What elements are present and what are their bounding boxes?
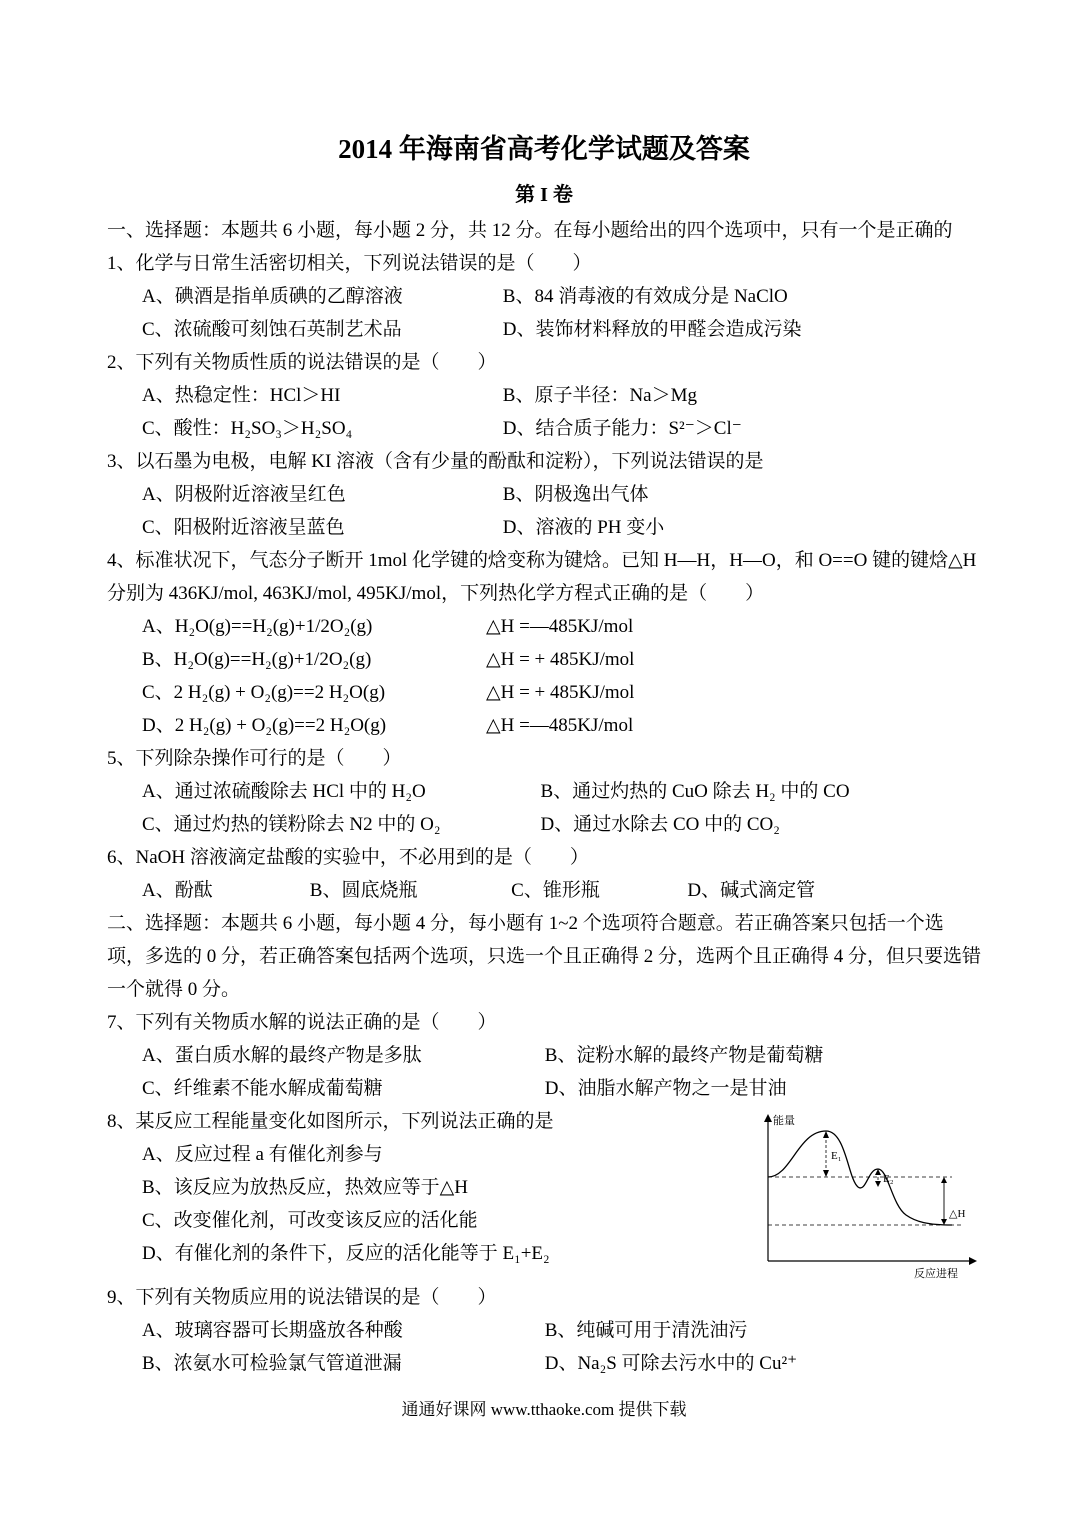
option-line: C、改变催化剂，可改变该反应的活化能 [142,1210,478,1231]
option-cell: C、通过灼热的镁粉除去 N2 中的 O₂ [142,814,441,835]
energy-diagram-figure [746,1105,981,1281]
option-cell: A、酚酞 [142,880,213,901]
option-cell: B、84 消毒液的有效成分是 NaClO [502,286,788,307]
paragraph-line: 1、化学与日常生活密切相关，下列说法错误的是（ ） [107,253,592,274]
option-cell: D、结合质子能力：S²⁻＞Cl⁻ [502,418,742,439]
option-cell: D、溶液的 PH 变小 [502,517,665,538]
paragraph-line: 2、下列有关物质性质的说法错误的是（ ） [107,352,497,373]
option-cell: B、浓氨水可检验氯气管道泄漏 [142,1353,402,1374]
question-stem: 8、某反应工程能量变化如图所示，下列说法正确的是 [107,1111,554,1132]
option-cell: A、H₂O(g)==H₂(g)+1/2O₂(g) [142,616,373,637]
x-axis-arrow-icon [969,1257,977,1265]
e1-arrow-head-icon [823,1131,829,1138]
question-8-text [107,1105,746,1270]
figure-y-axis-label: 能量 [773,1115,795,1127]
dh-arrow-head-icon [941,1177,947,1183]
option-cell: C、纤维素不能水解成葡萄糖 [142,1078,383,1099]
option-line: A、反应过程 a 有催化剂参与 [142,1144,383,1165]
footer-text: 通通好课网 www.tthaoke.com 提供下载 [401,1400,687,1419]
option-cell: D、Na₂S 可除去污水中的 Cu²⁺ [544,1353,798,1374]
figure-e1-label: E₁ [831,1150,842,1162]
energy-curve [768,1131,952,1225]
y-axis-arrow-icon [764,1114,772,1122]
option-cell: △H = + 485KJ/mol [485,649,635,670]
option-row [107,676,981,709]
option-cell: B、圆底烧瓶 [309,880,418,901]
option-row [107,775,981,808]
paragraph-line: 一、选择题：本题共 6 小题，每小题 2 分，共 12 分。在每小题给出的四个选项中，只有一个是正确的 [107,220,953,241]
option-row [107,1347,981,1380]
document-body-bottom [107,1281,981,1380]
paragraph-line: 6、NaOH 溶液滴定盐酸的实验中，不必用到的是（ ） [107,847,589,868]
option-cell: △H =—485KJ/mol [485,616,634,637]
option-row [107,709,981,742]
option-cell: C、2 H₂(g) + O₂(g)==2 H₂O(g) [142,682,386,703]
option-cell: B、通过灼热的 CuO 除去 H₂ 中的 CO [540,781,850,802]
option-cell: B、纯碱可用于清洗油污 [544,1320,748,1341]
dh-arrow-tail-icon [941,1219,947,1225]
option-cell: B、阴极逸出气体 [502,484,649,505]
option-row [107,643,981,676]
paragraph-line: 7、下列有关物质水解的说法正确的是（ ） [107,1012,497,1033]
option-cell: B、淀粉水解的最终产物是葡萄糖 [544,1045,824,1066]
option-cell: C、阳极附近溶液呈蓝色 [142,517,345,538]
option-row [107,313,981,346]
option-row [107,874,981,907]
option-cell: C、锥形瓶 [511,880,600,901]
e2-arrow-tail-icon [875,1181,881,1187]
option-line: D、有催化剂的条件下，反应的活化能等于 E₁+E₂ [142,1243,550,1264]
option-cell: A、通过浓硫酸除去 HCl 中的 H₂O [142,781,426,802]
option-cell: B、H₂O(g)==H₂(g)+1/2O₂(g) [142,649,372,670]
paragraph-line: 3、以石墨为电极，电解 KI 溶液（含有少量的酚酞和淀粉），下列说法错误的是 [107,451,764,472]
option-row [107,280,981,313]
option-cell: A、玻璃容器可长期盛放各种酸 [142,1320,403,1341]
option-row [107,1039,981,1072]
section-heading: 第 I 卷 [515,184,573,206]
paragraph-line: 5、下列除杂操作可行的是（ ） [107,748,402,769]
option-row [107,412,981,445]
option-cell: △H =—485KJ/mol [485,715,634,736]
option-row [107,610,981,643]
figure-x-axis-label: 反应进程 [914,1268,958,1280]
option-cell: A、碘酒是指单质碘的乙醇溶液 [142,286,403,307]
option-cell: B、原子半径：Na＞Mg [502,385,697,406]
paragraph-line: 4、标准状况下，气态分子断开 1mol 化学键的焓变称为键焓。已知 H—H，H—O，和 O==O 键的键焓△H 分别为 436KJ/mol, 463KJ/mol, 495KJ/mol，下列热化学方程式正确的是（ ） [107,550,977,604]
option-row [107,511,981,544]
option-cell: C、浓硫酸可刻蚀石英制艺术品 [142,319,402,340]
option-row [107,379,981,412]
paragraph-line: 9、下列有关物质应用的说法错误的是（ ） [107,1287,497,1308]
paragraph-line: 二、选择题：本题共 6 小题，每小题 4 分，每小题有 1~2 个选项符合题意。若正确答案只包括一个选项，多选的 0 分，若正确答案包括两个选项，只选一个且正确得 2 分，选两个且正确得 4 分，但只要选错一个就得 0 分。 [107,913,982,1000]
option-cell: A、阴极附近溶液呈红色 [142,484,346,505]
option-row [107,478,981,511]
e1-arrow-tail-icon [823,1170,829,1177]
document-body-top [107,214,981,1105]
figure-dh-label: △H [949,1208,966,1220]
option-row [107,1072,981,1105]
option-cell: A、热稳定性：HCl＞HI [142,385,341,406]
option-cell: C、酸性：H₂SO₃＞H₂SO₄ [142,418,353,439]
option-cell: D、2 H₂(g) + O₂(g)==2 H₂O(g) [142,715,387,736]
figure-e2-label: E₂ [883,1173,894,1185]
option-cell: D、通过水除去 CO 中的 CO₂ [540,814,780,835]
option-row [107,808,981,841]
option-cell: A、蛋白质水解的最终产物是多肽 [142,1045,422,1066]
option-row [107,1314,981,1347]
option-cell: D、油脂水解产物之一是甘油 [544,1078,787,1099]
option-cell: △H = + 485KJ/mol [485,682,635,703]
option-cell: D、装饰材料释放的甲醛会造成污染 [502,319,802,340]
document-title: 2014 年海南省高考化学试题及答案 [338,134,750,164]
option-line: B、该反应为放热反应，热效应等于△H [142,1177,469,1198]
question-8-block [107,1105,981,1281]
option-cell: D、碱式滴定管 [687,880,816,901]
